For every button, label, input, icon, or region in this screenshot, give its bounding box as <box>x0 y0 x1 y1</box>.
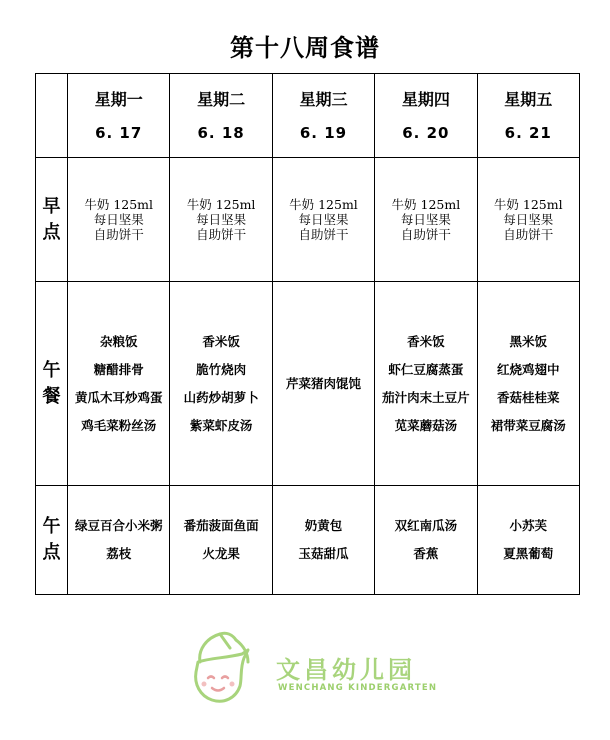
menu-item: 番茄菠面鱼面 <box>183 518 259 533</box>
day-header-tue <box>170 74 272 158</box>
day-date: 6. 21 <box>504 123 552 142</box>
lunch-cell-wed <box>272 282 374 486</box>
menu-item: 芹菜猪肉馄饨 <box>285 375 361 391</box>
snack-cell-mon <box>68 486 170 595</box>
day-header-thu <box>375 74 477 158</box>
day-date: 6. 18 <box>197 123 245 142</box>
day-date: 6. 20 <box>402 123 450 142</box>
day-header-mon <box>68 74 170 158</box>
snack-cell-thu <box>375 486 477 595</box>
menu-item: 香米饭 <box>202 333 240 349</box>
menu-item: 牛奶 125ml <box>289 197 358 212</box>
menu-item: 夏黑葡萄 <box>503 546 554 561</box>
lunch-cell-fri <box>477 282 579 486</box>
menu-item: 牛奶 125ml <box>391 197 461 212</box>
menu-item: 牛奶 125ml <box>84 197 154 212</box>
breakfast-label <box>36 158 68 282</box>
breakfast-cell-fri <box>477 158 579 282</box>
menu-item: 香菇桂桂菜 <box>497 389 560 405</box>
snack-row <box>36 486 580 595</box>
menu-item: 自助饼干 <box>503 227 554 242</box>
menu-item: 奶黄包 <box>304 518 343 533</box>
child-face-logo-icon <box>190 628 268 708</box>
snack-cell-tue <box>170 486 272 595</box>
day-name: 星期五 <box>504 89 553 109</box>
menu-item: 玉菇甜瓜 <box>298 546 349 561</box>
day-name: 星期一 <box>94 89 143 109</box>
day-header-wed <box>272 74 374 158</box>
menu-item: 裙带菜豆腐汤 <box>490 417 566 433</box>
menu-item: 牛奶 125ml <box>186 197 256 212</box>
meal-label-char: 早 <box>42 195 61 217</box>
menu-item: 每日坚果 <box>93 212 144 227</box>
menu-item: 香蕉 <box>413 546 439 561</box>
day-name: 星期四 <box>401 89 450 109</box>
meal-label-char: 餐 <box>42 385 61 407</box>
menu-item: 每日坚果 <box>298 212 349 227</box>
day-date: 6. 17 <box>95 123 143 142</box>
menu-item: 每日坚果 <box>400 212 451 227</box>
breakfast-cell-mon <box>68 158 170 282</box>
menu-item: 牛奶 125ml <box>493 197 563 212</box>
menu-item: 荔枝 <box>106 546 132 561</box>
page-title: 第十八周食谱 <box>230 34 380 62</box>
lunch-cell-mon <box>68 282 170 486</box>
meal-label-char: 点 <box>42 542 61 563</box>
menu-item: 每日坚果 <box>196 212 247 227</box>
day-header-fri <box>477 74 579 158</box>
corner-cell <box>36 74 68 158</box>
breakfast-cell-tue <box>170 158 272 282</box>
snack-cell-wed <box>272 486 374 595</box>
menu-item: 黄瓜木耳炒鸡蛋 <box>74 389 163 405</box>
menu-item: 双红南瓜汤 <box>394 518 458 533</box>
menu-item: 茄汁肉末土豆片 <box>382 389 470 405</box>
menu-item: 小苏芙 <box>509 518 548 533</box>
menu-item: 自助饼干 <box>196 227 247 242</box>
menu-item: 火龙果 <box>202 546 240 561</box>
menu-item: 红烧鸡翅中 <box>497 361 560 377</box>
menu-item: 糖醋排骨 <box>93 361 144 377</box>
snack-cell-fri <box>477 486 579 595</box>
lunch-cell-thu <box>375 282 477 486</box>
menu-item: 山药炒胡萝卜 <box>183 389 259 405</box>
menu-item: 自助饼干 <box>93 227 144 242</box>
menu-item: 自助饼干 <box>298 227 349 242</box>
weekly-menu-table <box>35 73 580 595</box>
menu-item: 绿豆百合小米粥 <box>74 518 163 533</box>
logo-name: 文昌幼儿园 <box>276 656 416 684</box>
day-name: 星期二 <box>197 89 246 109</box>
breakfast-row <box>36 158 580 282</box>
menu-item: 香米饭 <box>407 333 445 349</box>
menu-item: 苋菜蘑菇汤 <box>394 417 458 433</box>
lunch-label <box>36 282 68 486</box>
meal-label-char: 午 <box>42 516 61 537</box>
menu-item: 黑米饭 <box>509 333 548 349</box>
breakfast-cell-wed <box>272 158 374 282</box>
breakfast-cell-thu <box>375 158 477 282</box>
meal-label-char: 午 <box>42 359 61 381</box>
kindergarten-logo <box>190 628 440 708</box>
menu-item: 杂粮饭 <box>99 333 138 349</box>
menu-item: 自助饼干 <box>400 227 451 242</box>
menu-item: 虾仁豆腐蒸蛋 <box>388 361 464 377</box>
menu-item: 鸡毛菜粉丝汤 <box>81 417 157 433</box>
header-row <box>36 74 580 158</box>
menu-item: 脆竹烧肉 <box>196 361 247 377</box>
day-date: 6. 19 <box>299 123 348 142</box>
lunch-cell-tue <box>170 282 272 486</box>
day-name: 星期三 <box>299 89 348 109</box>
menu-item: 紫菜虾皮汤 <box>189 417 253 433</box>
lunch-row <box>36 282 580 486</box>
logo-english-name: WENCHANG KINDERGARTEN <box>278 683 438 693</box>
menu-item: 每日坚果 <box>503 212 554 227</box>
meal-label-char: 点 <box>42 221 61 243</box>
snack-label <box>36 486 68 595</box>
